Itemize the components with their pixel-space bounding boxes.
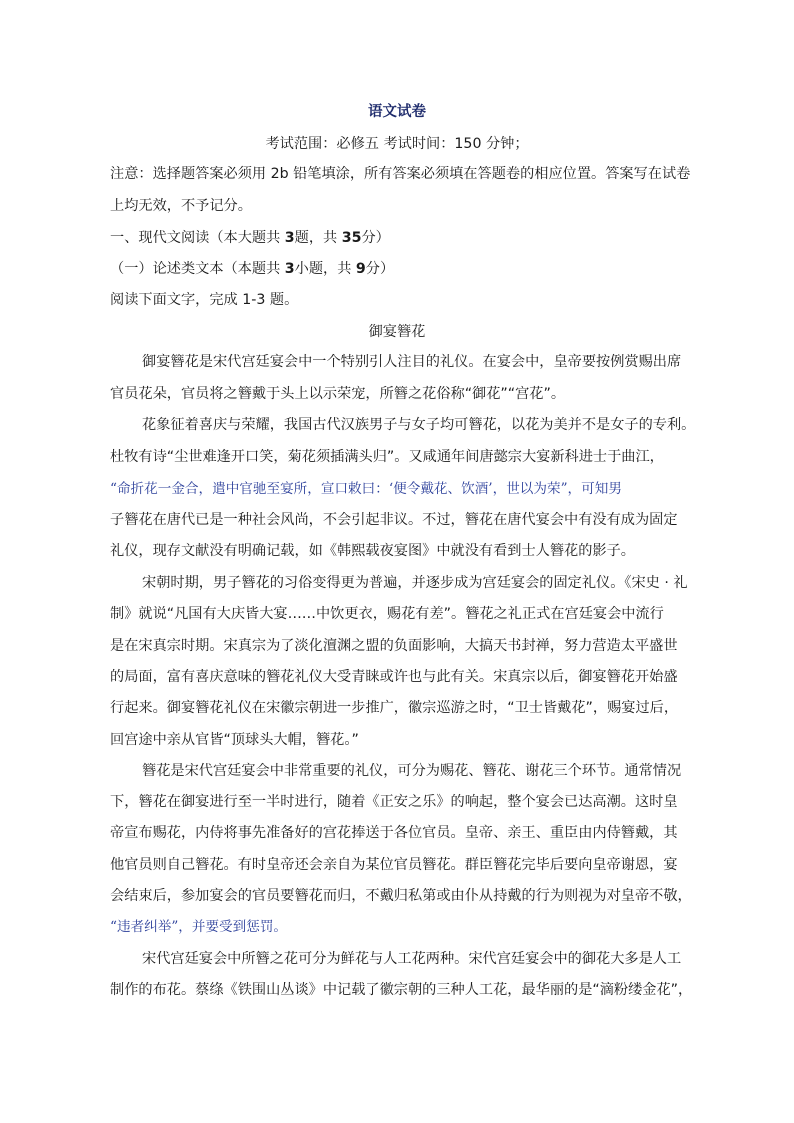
section-heading-text: 一、现代文阅读（本大题共 [110, 230, 285, 246]
article-line: 帝宣布赐花，内侍将事先准备好的宫花捧送于各位官员。皇帝、亲王、重臣由内侍簪戴，其 [110, 825, 678, 841]
article-line: 簪花是宋代宫廷宴会中非常重要的礼仪，可分为赐花、簪花、谢花三个环节。通常情况 [142, 763, 682, 779]
notice-line-1: 注意：选择题答案必须用 2b 铅笔填涂，所有答案必须填在答题卷的相应位置。答案写在试卷 [110, 166, 691, 182]
article-line: 官员花朵，官员将之簪戴于头上以示荣宠，所簪之花俗称“御花”“宫花”。 [110, 386, 566, 402]
article-title: 御宴簪花 [368, 324, 426, 340]
article-line: 宋代宫廷宴会中所簪之花可分为鲜花与人工花两种。宋代宫廷宴会中的御花大多是人工 [142, 951, 682, 967]
article-line: 宋朝时期，男子簪花的习俗变得更为普遍，并逐步成为宫廷宴会的固定礼仪。《宋史 · 礼 [142, 575, 688, 591]
section-question-count: 3 [284, 230, 295, 246]
article-line: 制作的布花。蔡绦《铁围山丛谈》中记载了徽宗朝的三种人工花，最华丽的是“滴粉缕金花”， [110, 982, 693, 998]
article-line: 回宫途中亲从官皆“顶球头大帽，簪花。” [110, 732, 359, 748]
notice-line-2: 上均无效，不予记分。 [110, 198, 252, 214]
section-heading-text: 题，共 [294, 230, 342, 246]
article-line: 御宴簪花是宋代宫廷宴会中一个特别引人注目的礼仪。在宴会中，皇帝要按例赏赐出席 [142, 354, 682, 370]
exam-info: 考试范围：必修五 考试时间：150 分钟； [265, 136, 529, 152]
reading-instruction: 阅读下面文字，完成 1-3 题。 [110, 292, 299, 308]
subsection-heading-text: 小题，共 [294, 261, 356, 277]
article-line: 他官员则自己簪花。有时皇帝还会亲自为某位官员簪花。群臣簪花完毕后要向皇帝谢恩，宴 [110, 857, 678, 873]
article-line: 制》就说“凡国有大庆皆大宴……中饮更衣，赐花有差”。簪花之礼正式在宫廷宴会中流行 [110, 606, 664, 622]
section-heading [110, 228, 390, 248]
article-line: 子簪花在唐代已是一种社会风尚，不会引起非议。不过，簪花在唐代宴会中有没有成为固定 [110, 512, 678, 528]
article-line: 是在宋真宗时期。宋真宗为了淡化澶渊之盟的负面影响，大搞天书封禅，努力营造太平盛世 [110, 638, 678, 654]
exam-title: 语文试卷 [368, 104, 426, 120]
subsection-score: 9 [355, 261, 366, 277]
article-quote-line: “命折花一金合，遣中官驰至宴所，宣口敕曰：‘便令戴花、饮酒’，世以为荣”，可知男 [110, 481, 622, 497]
article-line: 的局面，富有喜庆意味的簪花礼仪大受青睐或许也与此有关。宋真宗以后，御宴簪花开始盛 [110, 669, 678, 685]
article-line: 下，簪花在御宴进行至一半时进行，随着《正安之乐》的响起，整个宴会已达高潮。这时皇 [110, 794, 678, 810]
section-heading-text: 分） [361, 230, 390, 246]
article-quote-line: “违者纠举”，并要受到惩罚。 [110, 919, 288, 935]
section-score: 35 [341, 230, 362, 246]
article-line: 礼仪，现存文献没有明确记载，如《韩熙载夜宴图》中就没有看到士人簪花的影子。 [110, 543, 635, 559]
article-line: 会结束后，参加宴会的官员要簪花而归，不戴归私第或由仆从持戴的行为则视为对皇帝不敬， [110, 888, 692, 904]
subsection-heading-text: 分） [365, 261, 395, 277]
subsection-question-count: 3 [284, 261, 295, 277]
article-line: 花象征着喜庆与荣耀，我国古代汉族男子与女子均可簪花，以花为美并不是女子的专利。 [142, 417, 696, 433]
subsection-heading-text: （一）论述类文本（本题共 [110, 261, 285, 277]
article-line: 杜牧有诗“尘世难逢开口笑，菊花须插满头归”。又咸通年间唐懿宗大宴新科进士于曲江， [110, 449, 664, 465]
subsection-heading [110, 259, 394, 279]
article-line: 行起来。御宴簪花礼仪在宋徽宗朝进一步推广，徽宗巡游之时，“卫士皆戴花”，赐宴过后， [110, 700, 679, 716]
